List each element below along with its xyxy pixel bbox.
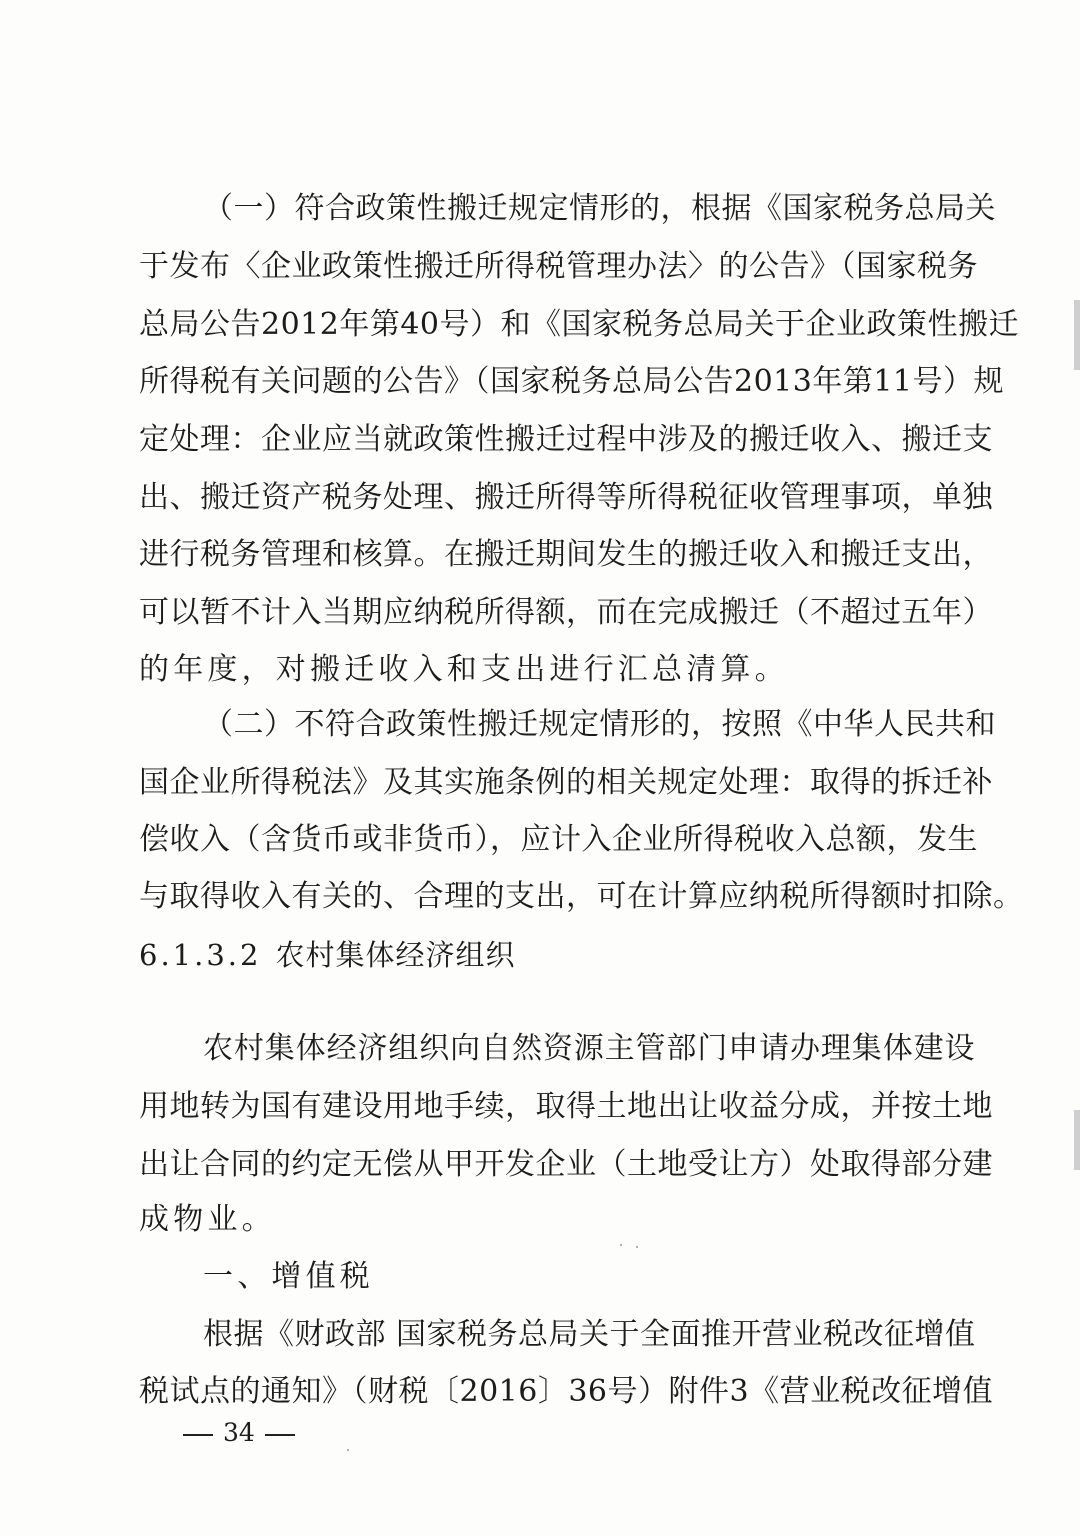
paragraph-3-line-1: 农村集体经济组织向自然资源主管部门申请办理集体建设 <box>203 1031 975 1066</box>
footer-dash-right <box>265 1434 295 1436</box>
page-number: 34 <box>223 1418 255 1447</box>
paragraph-3-line-2: 用地转为国有建设用地手续，取得土地出让收益分成，并按土地 <box>139 1089 993 1124</box>
paragraph-1-line-4: 所得税有关问题的公告》（国家税务总局公告2013年第11号）规 <box>139 364 1005 399</box>
paragraph-1-line-8: 可以暂不计入当期应纳税所得额，而在完成搬迁（不超过五年） <box>139 595 993 630</box>
page-footer <box>173 1416 305 1450</box>
paragraph-1-line-1: （一）符合政策性搬迁规定情形的，根据《国家税务总局关 <box>203 191 996 226</box>
paragraph-2-line-1: （二）不符合政策性搬迁规定情形的，按照《中华人民共和 <box>203 707 996 742</box>
scan-speck <box>636 1246 638 1248</box>
paragraph-1-line-2: 于发布〈企业政策性搬迁所得税管理办法〉的公告》（国家税务 <box>139 249 978 284</box>
paragraph-1-line-5: 定处理：企业应当就政策性搬迁过程中涉及的搬迁收入、搬迁支 <box>139 422 993 457</box>
paragraph-2-line-4: 与取得收入有关的、合理的支出，可在计算应纳税所得额时扣除。 <box>139 879 1024 914</box>
paragraph-3-line-3: 出让合同的约定无偿从甲开发企业（土地受让方）处取得部分建 <box>139 1147 993 1182</box>
subheading-vat: 一、增值税 <box>203 1259 374 1294</box>
paragraph-1-line-7: 进行税务管理和核算。在搬迁期间发生的搬迁收入和搬迁支出， <box>139 537 993 572</box>
paragraph-1-line-3: 总局公告2012年第40号）和《国家税务总局关于企业政策性搬迁 <box>139 307 1020 342</box>
paragraph-1-line-9: 的年度，对搬迁收入和支出进行汇总清算。 <box>139 652 789 687</box>
scan-speck <box>347 1449 349 1451</box>
scan-edge-mark <box>1074 1110 1080 1170</box>
paragraph-2-line-2: 国企业所得税法》及其实施条例的相关规定处理：取得的拆迁补 <box>139 765 993 800</box>
section-title: 农村集体经济组织 <box>275 938 516 972</box>
paragraph-2-line-3: 偿收入（含货币或非货币），应计入企业所得税收入总额，发生 <box>139 822 978 857</box>
section-number: 6.1.3.2 <box>139 938 262 972</box>
paragraph-4-line-2: 税试点的通知》（财税〔2016〕36号）附件3《营业税改征增值 <box>139 1374 994 1409</box>
scan-speck <box>620 1244 622 1246</box>
paragraph-4-line-1: 根据《财政部 国家税务总局关于全面推开营业税改征增值 <box>203 1317 976 1352</box>
paragraph-3-line-4: 成物业。 <box>139 1202 276 1237</box>
paragraph-1-line-6: 出、搬迁资产税务处理、搬迁所得等所得税征收管理事项，单独 <box>139 480 993 515</box>
footer-dash-left <box>183 1434 213 1436</box>
section-heading <box>139 935 515 975</box>
scan-edge-mark <box>1074 300 1080 370</box>
